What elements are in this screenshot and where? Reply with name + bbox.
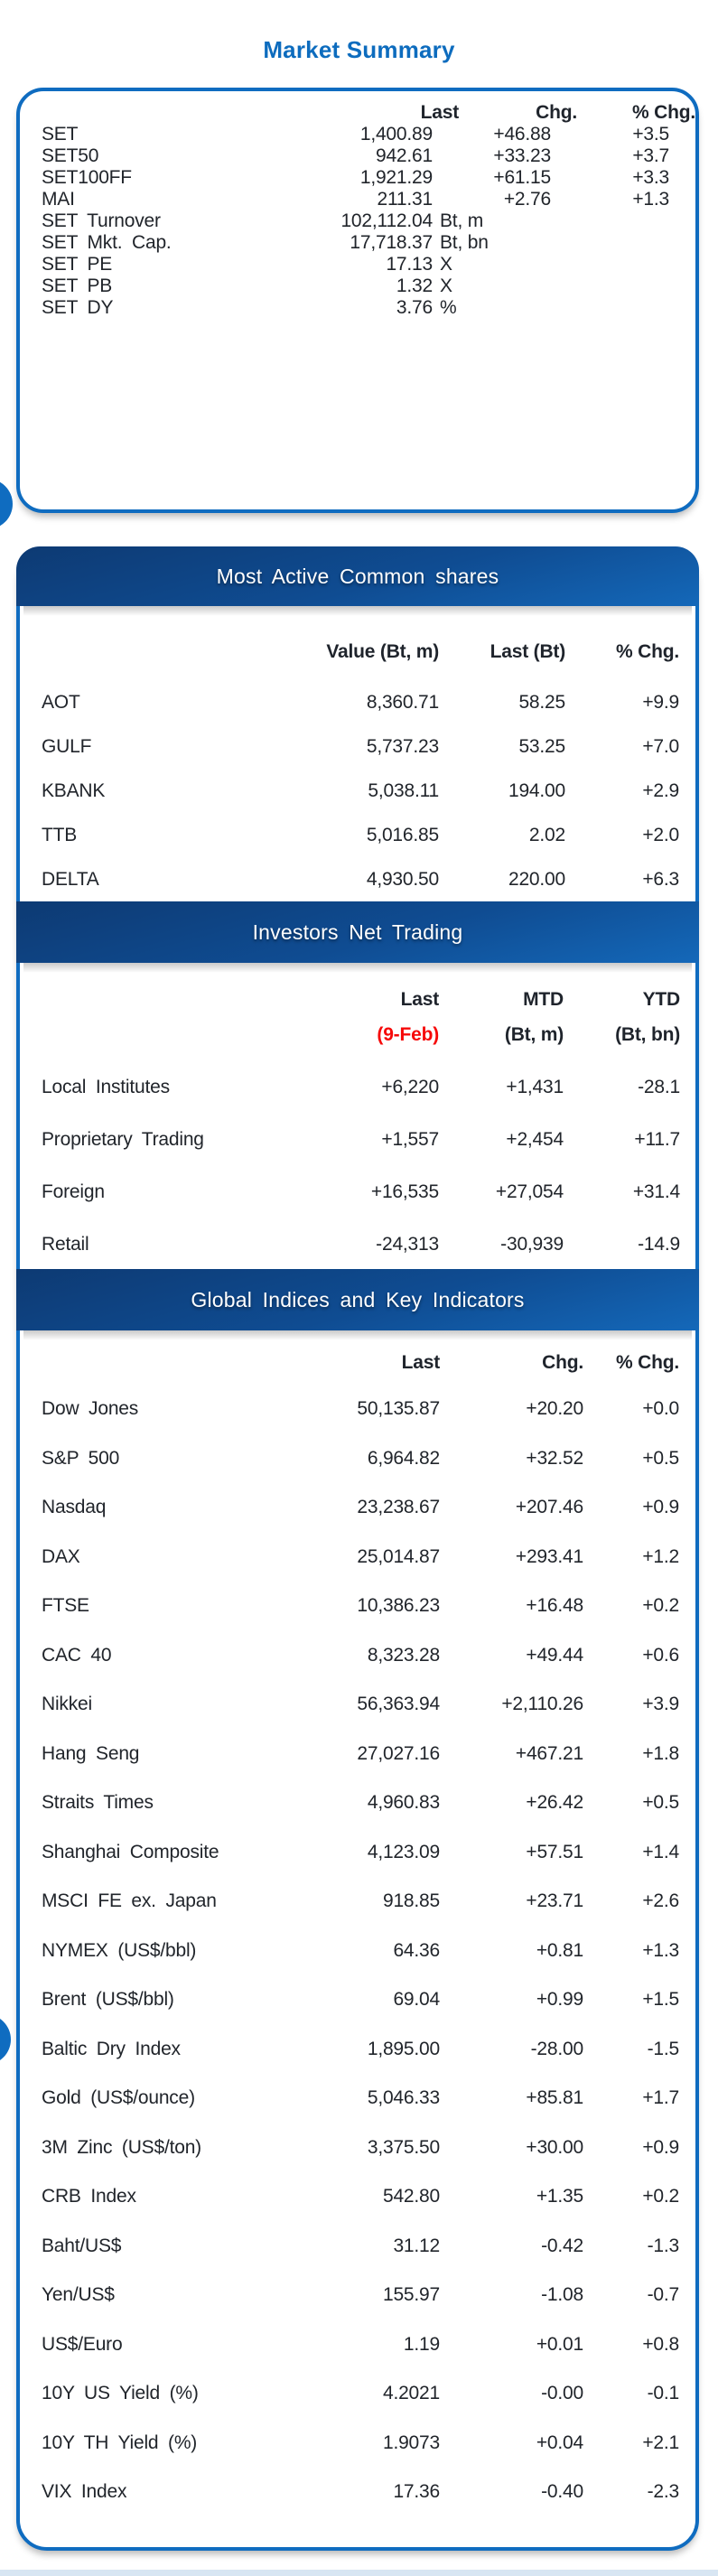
investor-type-label: Retail <box>42 1234 89 1255</box>
market-summary-header-row <box>20 102 695 124</box>
last-value: 211.31 <box>377 189 433 210</box>
pct-chg-value: -1.3 <box>647 2235 679 2256</box>
table-row <box>20 2222 695 2272</box>
table-row <box>20 857 695 901</box>
pct-chg-value: +1.2 <box>642 1545 679 1567</box>
chg-value: +49.44 <box>526 1644 583 1666</box>
last-value: 918.85 <box>382 1890 440 1912</box>
ticker-label: KBANK <box>42 779 106 801</box>
pct-chg-value: +1.8 <box>642 1742 679 1764</box>
table-row <box>20 1114 695 1166</box>
col-header-chg: Chg. <box>542 1352 583 1373</box>
col-header-pct-chg: % Chg. <box>616 641 679 662</box>
col-header-value: Value (Bt, m) <box>326 641 439 662</box>
pct-chg-value: +0.8 <box>642 2333 679 2355</box>
indicator-label: Dow Jones <box>42 1398 139 1420</box>
col-header-last: Last <box>400 989 439 1010</box>
chg-value: +0.04 <box>536 2431 583 2453</box>
table-row <box>20 2123 695 2173</box>
table-row <box>20 1533 695 1582</box>
table-row <box>20 1483 695 1533</box>
pct-chg-value: +2.1 <box>642 2431 679 2453</box>
table-row <box>20 189 695 210</box>
chg-value: -1.08 <box>541 2284 583 2306</box>
unit-label: Bt, m <box>440 210 484 231</box>
pct-chg-value: +0.2 <box>642 2186 679 2207</box>
indicator-label: Baht/US$ <box>42 2235 122 2256</box>
chg-value: +207.46 <box>515 1497 583 1518</box>
last-value: 69.04 <box>393 1989 440 2011</box>
indicator-label: DAX <box>42 1545 80 1567</box>
table-row <box>20 2419 695 2469</box>
row-label: SET <box>42 124 79 145</box>
unit-label: % <box>440 297 457 318</box>
row-label: MAI <box>42 189 75 210</box>
ytd-value: -28.1 <box>638 1077 680 1097</box>
last-value: 155.97 <box>382 2284 440 2306</box>
last-value: 1,400.89 <box>359 124 433 145</box>
pct-chg-value: -0.1 <box>647 2383 679 2404</box>
col-header-ytd: YTD <box>642 989 680 1010</box>
last-value: 4,123.09 <box>367 1841 440 1862</box>
last-value: 102,112.04 Bt, m <box>340 210 484 231</box>
pct-chg-value: +1.4 <box>642 1841 679 1862</box>
indicator-label: Yen/US$ <box>42 2284 115 2306</box>
pct-chg-value: +0.9 <box>642 1497 679 1518</box>
indicator-label: Nikkei <box>42 1694 92 1715</box>
table-row <box>20 1218 695 1271</box>
indicator-label: Straits Times <box>42 1792 154 1814</box>
table-row <box>20 1385 695 1434</box>
pct-chg-value: +3.5 <box>632 124 669 145</box>
global-rows <box>20 1385 695 2517</box>
chg-value: -0.42 <box>541 2235 583 2256</box>
row-label: SET PE <box>42 254 113 275</box>
pct-chg-value: -1.5 <box>647 2038 679 2059</box>
global-indices-banner <box>16 1269 699 1330</box>
chg-value: +26.42 <box>526 1792 583 1814</box>
table-row <box>20 1631 695 1681</box>
market-summary-panel <box>16 88 699 513</box>
last-value: 64.36 <box>393 1939 440 1961</box>
chg-value: +1.35 <box>536 2186 583 2207</box>
last-value: 17.36 <box>393 2481 440 2503</box>
indicator-label: Nasdaq <box>42 1497 107 1518</box>
last-value: 3,375.50 <box>367 2136 440 2158</box>
last-value: 1.32 X <box>396 275 452 296</box>
last-net-value: +16,535 <box>370 1181 439 1202</box>
pct-chg-value: +9.9 <box>642 691 679 713</box>
table-row <box>20 1828 695 1878</box>
table-row <box>20 297 695 319</box>
last-net-value: +1,557 <box>381 1129 439 1150</box>
indicator-label: Shanghai Composite <box>42 1841 219 1862</box>
pct-chg-value: +3.3 <box>632 167 669 188</box>
col-header-mtd: MTD <box>523 989 564 1010</box>
table-row <box>20 813 695 857</box>
investors-header-row-1 <box>20 982 695 1018</box>
last-value: 542.80 <box>382 2186 440 2207</box>
col-header-last: Last (Bt) <box>490 641 565 662</box>
indicator-label: 10Y TH Yield (%) <box>42 2431 198 2453</box>
row-label: SET Turnover <box>42 210 161 231</box>
last-value: 3.76 % <box>396 297 457 318</box>
table-row <box>20 2320 695 2370</box>
lower-panel <box>16 546 699 2551</box>
indicator-label: CAC 40 <box>42 1644 112 1666</box>
market-summary-rows <box>20 124 695 319</box>
table-row <box>20 1582 695 1631</box>
last-price: 58.25 <box>518 691 565 713</box>
last-value: 56,363.94 <box>357 1694 440 1715</box>
indicator-label: CRB Index <box>42 2186 136 2207</box>
pct-chg-value: +0.2 <box>642 1595 679 1617</box>
unit-label: X <box>440 275 452 296</box>
mtd-value: +1,431 <box>506 1077 564 1097</box>
investor-type-label: Local Institutes <box>42 1077 170 1097</box>
last-value: 1.19 <box>403 2333 440 2355</box>
investor-type-label: Foreign <box>42 1181 105 1202</box>
global-indices-table <box>20 1343 695 2517</box>
pct-chg-value: +3.9 <box>642 1694 679 1715</box>
most-active-banner <box>16 546 699 606</box>
most-active-table <box>20 633 695 901</box>
pct-chg-value: -2.3 <box>647 2481 679 2503</box>
pct-chg-value: +2.0 <box>642 824 679 845</box>
decorative-circle <box>0 479 13 529</box>
value-traded: 5,038.11 <box>368 779 439 801</box>
chg-value: +2.76 <box>503 189 551 210</box>
chg-value: +85.81 <box>526 2087 583 2109</box>
most-active-rows <box>20 680 695 901</box>
pct-chg-value: +1.3 <box>642 1939 679 1961</box>
pct-chg-value: +1.5 <box>642 1989 679 2011</box>
chg-value: +30.00 <box>526 2136 583 2158</box>
indicator-label: Hang Seng <box>42 1742 140 1764</box>
table-row <box>20 1927 695 1976</box>
indicator-label: Baltic Dry Index <box>42 2038 181 2059</box>
last-value: 4,960.83 <box>367 1792 440 1814</box>
col-subheader-ytd-unit: (Bt, bn) <box>615 1024 680 1045</box>
indicator-label: Gold (US$/ounce) <box>42 2087 195 2109</box>
last-price: 220.00 <box>508 868 565 890</box>
indicator-label: NYMEX (US$/bbl) <box>42 1939 197 1961</box>
ticker-label: TTB <box>42 824 78 845</box>
last-value: 17,718.37 Bt, bn <box>350 232 489 253</box>
chg-value: +46.88 <box>493 124 551 145</box>
pct-chg-value: +7.0 <box>642 735 679 757</box>
indicator-label: 10Y US Yield (%) <box>42 2383 199 2404</box>
table-row <box>20 769 695 813</box>
row-label: SET PB <box>42 275 113 296</box>
ticker-label: DELTA <box>42 868 99 890</box>
investors-rows <box>20 1061 695 1271</box>
table-row <box>20 680 695 724</box>
last-value: 17.13 X <box>386 254 452 275</box>
table-row <box>20 724 695 769</box>
last-value: 10,386.23 <box>357 1595 440 1617</box>
last-value: 25,014.87 <box>357 1545 440 1567</box>
ytd-value: +31.4 <box>632 1181 680 1202</box>
section-title-investors: Investors Net Trading <box>252 919 463 944</box>
investors-table <box>20 982 695 1271</box>
row-label: SET50 <box>42 145 99 166</box>
most-active-header-row <box>20 633 695 671</box>
ytd-value: -14.9 <box>638 1234 680 1255</box>
col-subheader-date: (9-Feb) <box>377 1024 439 1045</box>
unit-label: Bt, bn <box>440 232 489 253</box>
last-price: 2.02 <box>528 824 565 845</box>
last-value: 1.9073 <box>382 2431 440 2453</box>
table-row <box>20 2369 695 2419</box>
last-net-value: +6,220 <box>381 1077 439 1097</box>
pct-chg-value: +0.0 <box>642 1398 679 1420</box>
pct-chg-value: +1.3 <box>632 189 669 210</box>
col-header-pct-chg: % Chg. <box>632 102 695 123</box>
section-title-most-active: Most Active Common shares <box>216 564 499 588</box>
table-row <box>20 1680 695 1730</box>
page-title: Market Summary <box>263 36 455 63</box>
investors-header-row-2 <box>20 1018 695 1052</box>
table-row <box>20 232 695 254</box>
last-value: 4.2021 <box>382 2383 440 2404</box>
last-value: 6,964.82 <box>367 1447 440 1469</box>
ticker-label: GULF <box>42 735 92 757</box>
table-row <box>20 2271 695 2320</box>
row-label: SET Mkt. Cap. <box>42 232 172 253</box>
pct-chg-value: +0.9 <box>642 2136 679 2158</box>
table-row <box>20 2074 695 2123</box>
row-label: SET DY <box>42 297 114 318</box>
chg-value: +20.20 <box>526 1398 583 1420</box>
table-row <box>20 2468 695 2517</box>
mtd-value: +27,054 <box>495 1181 564 1202</box>
pct-chg-value: +6.3 <box>642 868 679 890</box>
chg-value: +293.41 <box>515 1545 583 1567</box>
table-row <box>20 275 695 297</box>
chg-value: +33.23 <box>493 145 551 166</box>
last-value: 1,895.00 <box>367 2038 440 2059</box>
value-traded: 8,360.71 <box>366 691 439 713</box>
table-row <box>20 1778 695 1828</box>
table-row <box>20 254 695 275</box>
table-row <box>20 1434 695 1484</box>
last-value: 31.12 <box>393 2235 440 2256</box>
col-header-last: Last <box>401 1352 440 1373</box>
last-value: 1,921.29 <box>359 167 433 188</box>
pct-chg-value: +0.5 <box>642 1447 679 1469</box>
table-row <box>20 1166 695 1218</box>
chg-value: +16.48 <box>526 1595 583 1617</box>
table-row <box>20 1061 695 1114</box>
chg-value: -0.00 <box>541 2383 583 2404</box>
mtd-value: -30,939 <box>500 1234 564 1255</box>
chg-value: +467.21 <box>515 1742 583 1764</box>
chg-value: +2,110.26 <box>501 1694 583 1715</box>
pct-chg-value: +2.6 <box>642 1890 679 1912</box>
chg-value: -28.00 <box>530 2038 583 2059</box>
ytd-value: +11.7 <box>634 1129 680 1150</box>
pct-chg-value: +0.5 <box>642 1792 679 1814</box>
table-row <box>20 1975 695 2025</box>
section-title-global: Global Indices and Key Indicators <box>191 1287 525 1311</box>
chg-value: +32.52 <box>526 1447 583 1469</box>
decorative-circle <box>0 2014 11 2065</box>
table-row <box>20 2172 695 2222</box>
last-price: 194.00 <box>508 779 565 801</box>
last-price: 53.25 <box>518 735 565 757</box>
indicator-label: S&P 500 <box>42 1447 120 1469</box>
last-value: 8,323.28 <box>367 1644 440 1666</box>
mtd-value: +2,454 <box>506 1129 564 1150</box>
last-value: 23,238.67 <box>357 1497 440 1518</box>
table-row <box>20 167 695 189</box>
indicator-label: 3M Zinc (US$/ton) <box>42 2136 201 2158</box>
indicator-label: US$/Euro <box>42 2333 123 2355</box>
value-traded: 5,016.85 <box>366 824 439 845</box>
pct-chg-value: +1.7 <box>642 2087 679 2109</box>
last-value: 5,046.33 <box>367 2087 440 2109</box>
chg-value: +0.01 <box>536 2333 583 2355</box>
pct-chg-value: +3.7 <box>632 145 669 166</box>
unit-label: X <box>440 254 452 275</box>
investor-type-label: Proprietary Trading <box>42 1129 204 1150</box>
value-traded: 4,930.50 <box>366 868 439 890</box>
table-row <box>20 210 695 232</box>
chg-value: +23.71 <box>526 1890 583 1912</box>
pct-chg-value: -0.7 <box>647 2284 679 2306</box>
col-subheader-mtd-unit: (Bt, m) <box>504 1024 564 1045</box>
global-header-row <box>20 1343 695 1383</box>
investors-banner <box>16 901 699 963</box>
table-row <box>20 1877 695 1927</box>
indicator-label: VIX Index <box>42 2481 127 2503</box>
indicator-label: FTSE <box>42 1595 89 1617</box>
table-row <box>20 145 695 167</box>
col-header-pct-chg: % Chg. <box>616 1352 679 1373</box>
pct-chg-value: +2.9 <box>642 779 679 801</box>
last-net-value: -24,313 <box>376 1234 439 1255</box>
indicator-label: MSCI FE ex. Japan <box>42 1890 217 1912</box>
chg-value: -0.40 <box>541 2481 583 2503</box>
table-row <box>20 2025 695 2075</box>
chg-value: +57.51 <box>526 1841 583 1862</box>
chg-value: +0.99 <box>536 1989 583 2011</box>
footer-strip <box>0 2570 718 2576</box>
last-value: 50,135.87 <box>357 1398 440 1420</box>
indicator-label: Brent (US$/bbl) <box>42 1989 174 2011</box>
col-header-chg: Chg. <box>536 102 577 123</box>
last-value: 27,027.16 <box>357 1742 440 1764</box>
table-row <box>20 124 695 145</box>
ticker-label: AOT <box>42 691 80 713</box>
chg-value: +61.15 <box>493 167 551 188</box>
table-row <box>20 1730 695 1779</box>
row-label: SET100FF <box>42 167 132 188</box>
value-traded: 5,737.23 <box>366 735 439 757</box>
chg-value: +0.81 <box>536 1939 583 1961</box>
pct-chg-value: +0.6 <box>642 1644 679 1666</box>
col-header-last: Last <box>420 102 459 123</box>
last-value: 942.61 <box>375 145 433 166</box>
